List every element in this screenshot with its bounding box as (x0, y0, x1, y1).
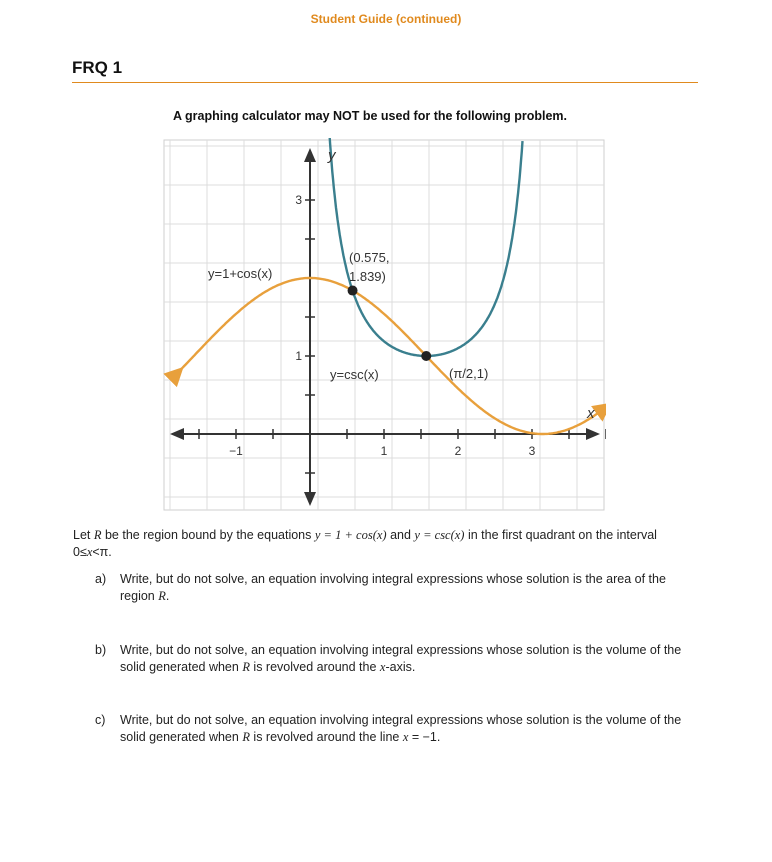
x-tick-label: 3 (528, 444, 536, 458)
question-c-label: c) (95, 713, 106, 727)
question-c (95, 712, 695, 746)
x-tick-label: 2 (454, 444, 462, 458)
question-b-label: b) (95, 643, 107, 657)
point-2-label: (π/2,1) (449, 366, 489, 381)
csc-curve-label: y=csc(x) (330, 367, 379, 382)
calculator-note: A graphing calculator may NOT be used for the following problem. (173, 109, 568, 123)
divider (72, 82, 698, 83)
question-b-text: Write, but do not solve, an equation involving integral expressions whose solution is the volume of the solid generated when R is revolved around the x-axis. (120, 643, 682, 674)
intersection-point-1 (348, 286, 358, 296)
header-title: Student Guide (continued) (310, 12, 462, 26)
x-tick-label: −1 (229, 444, 243, 458)
graph (162, 138, 606, 512)
question-a (95, 571, 695, 605)
question-a-label: a) (95, 572, 107, 586)
question-c-text: Write, but do not solve, an equation involving integral expressions whose solution is the volume of the solid generated when R is revolved around the line x = −1. (120, 713, 682, 744)
question-a-text: Write, but do not solve, an equation involving integral expressions whose solution is the area of the region R. (120, 572, 666, 603)
x-tick-label: 1 (380, 444, 388, 458)
y-axis-label: y (328, 147, 336, 164)
y-tick-label: 3 (295, 193, 302, 207)
intersection-point-2 (421, 351, 431, 361)
x-axis-label: x (587, 405, 595, 422)
point-1-label-line1: (0.575, (349, 250, 390, 265)
frq-title: FRQ 1 (72, 58, 123, 77)
question-b (95, 642, 695, 676)
problem-intro: Let R be the region bound by the equations y = 1 + cos(x) and y = csc(x) in the first quadrant on the interval 0≤x<π. (73, 528, 657, 559)
point-1-label-line2: 1.839) (349, 269, 386, 284)
cos-curve-label: y=1+cos(x) (208, 266, 273, 281)
y-tick-label: 1 (295, 349, 302, 363)
